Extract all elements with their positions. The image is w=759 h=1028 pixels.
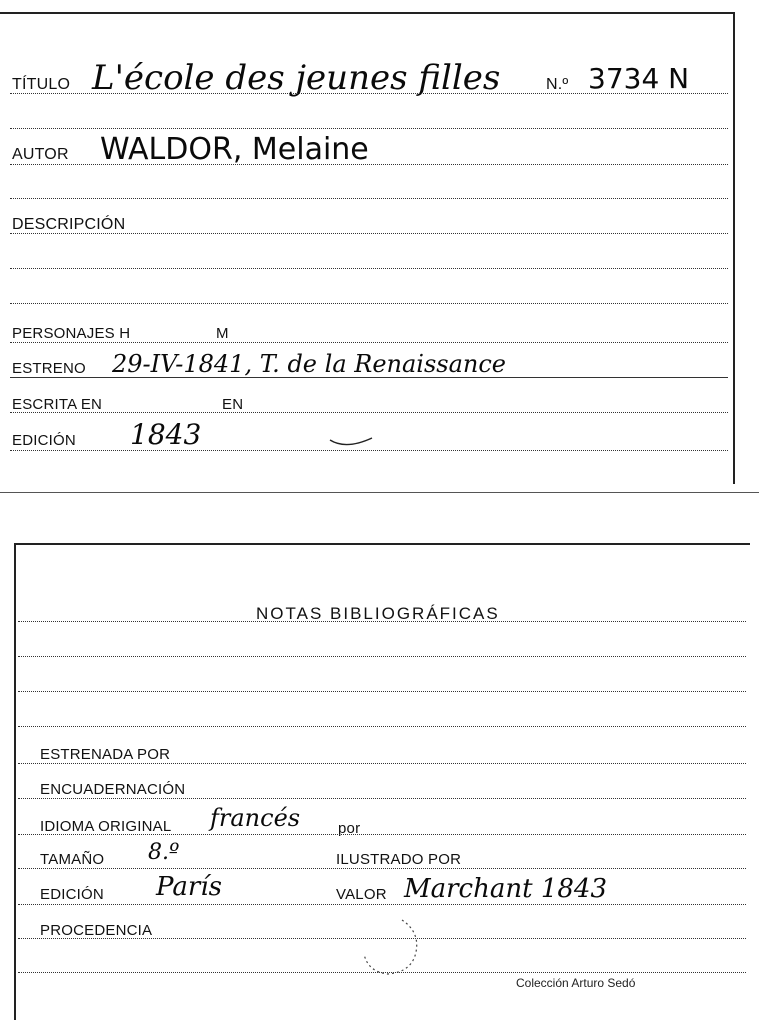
pen-stroke-mark — [328, 432, 376, 452]
notas-rule — [18, 621, 746, 622]
tamano-value: 8.º — [148, 840, 180, 865]
numero-label: N.º — [546, 76, 569, 93]
tamano-rule — [18, 868, 746, 869]
rule-blank-8 — [18, 972, 746, 973]
numero-value: 3734 N — [588, 62, 690, 95]
card-separator — [0, 492, 759, 493]
edicion-value: 1843 — [130, 418, 202, 451]
estreno-label: ESTRENO — [12, 360, 86, 377]
autor-value: WALDOR, Melaine — [100, 132, 369, 167]
titulo-rule — [10, 93, 728, 94]
titulo-label: TÍTULO — [12, 76, 71, 93]
rule-blank-3 — [10, 268, 728, 269]
edicion-bottom-value: París — [156, 872, 222, 902]
edicion-label: EDICIÓN — [12, 432, 76, 449]
edicion-bottom-label: EDICIÓN — [40, 886, 104, 903]
descripcion-label: DESCRIPCIÓN — [12, 216, 126, 233]
autor-label: AUTOR — [12, 146, 69, 163]
valor-value: Marchant 1843 — [404, 874, 607, 904]
rule-blank-2 — [10, 198, 728, 199]
idioma-value: francés — [210, 804, 301, 832]
coleccion-note: Colección Arturo Sedó — [516, 976, 636, 990]
encuadernacion-label: ENCUADERNACIÓN — [40, 781, 186, 798]
procedencia-label: PROCEDENCIA — [40, 922, 153, 939]
estrenada-label: ESTRENADA POR — [40, 746, 171, 763]
notas-title: NOTAS BIBLIOGRÁFICAS — [256, 604, 500, 623]
rule-blank-6 — [18, 691, 746, 692]
idioma-rule — [18, 834, 746, 835]
descripcion-rule — [10, 233, 728, 234]
autor-rule — [10, 164, 728, 165]
escrita-en2-label: EN — [222, 396, 244, 413]
encuadernacion-rule — [18, 798, 746, 799]
escrita-en-label: ESCRITA EN — [12, 396, 103, 413]
estreno-rule — [10, 377, 728, 378]
rule-blank-1 — [10, 128, 728, 129]
por-label: por — [338, 820, 361, 837]
titulo-value: L'école des jeunes filles — [92, 58, 501, 98]
valor-label: VALOR — [336, 886, 387, 903]
personajes-label: PERSONAJES H — [12, 325, 131, 342]
tamano-label: TAMAÑO — [40, 851, 105, 868]
idioma-label: IDIOMA ORIGINAL — [40, 818, 172, 835]
rule-blank-5 — [18, 656, 746, 657]
faded-stamp-mark — [358, 914, 428, 980]
estrenada-rule — [18, 763, 746, 764]
rule-blank-4 — [10, 303, 728, 304]
estreno-value: 29-IV-1841, T. de la Renaissance — [112, 350, 507, 378]
personajes-m-label: M — [216, 325, 229, 342]
ilustrado-label: ILUSTRADO POR — [336, 851, 462, 868]
rule-blank-7 — [18, 726, 746, 727]
escrita-rule — [10, 412, 728, 413]
personajes-rule — [10, 342, 728, 343]
edicion-bottom-rule — [18, 904, 746, 905]
